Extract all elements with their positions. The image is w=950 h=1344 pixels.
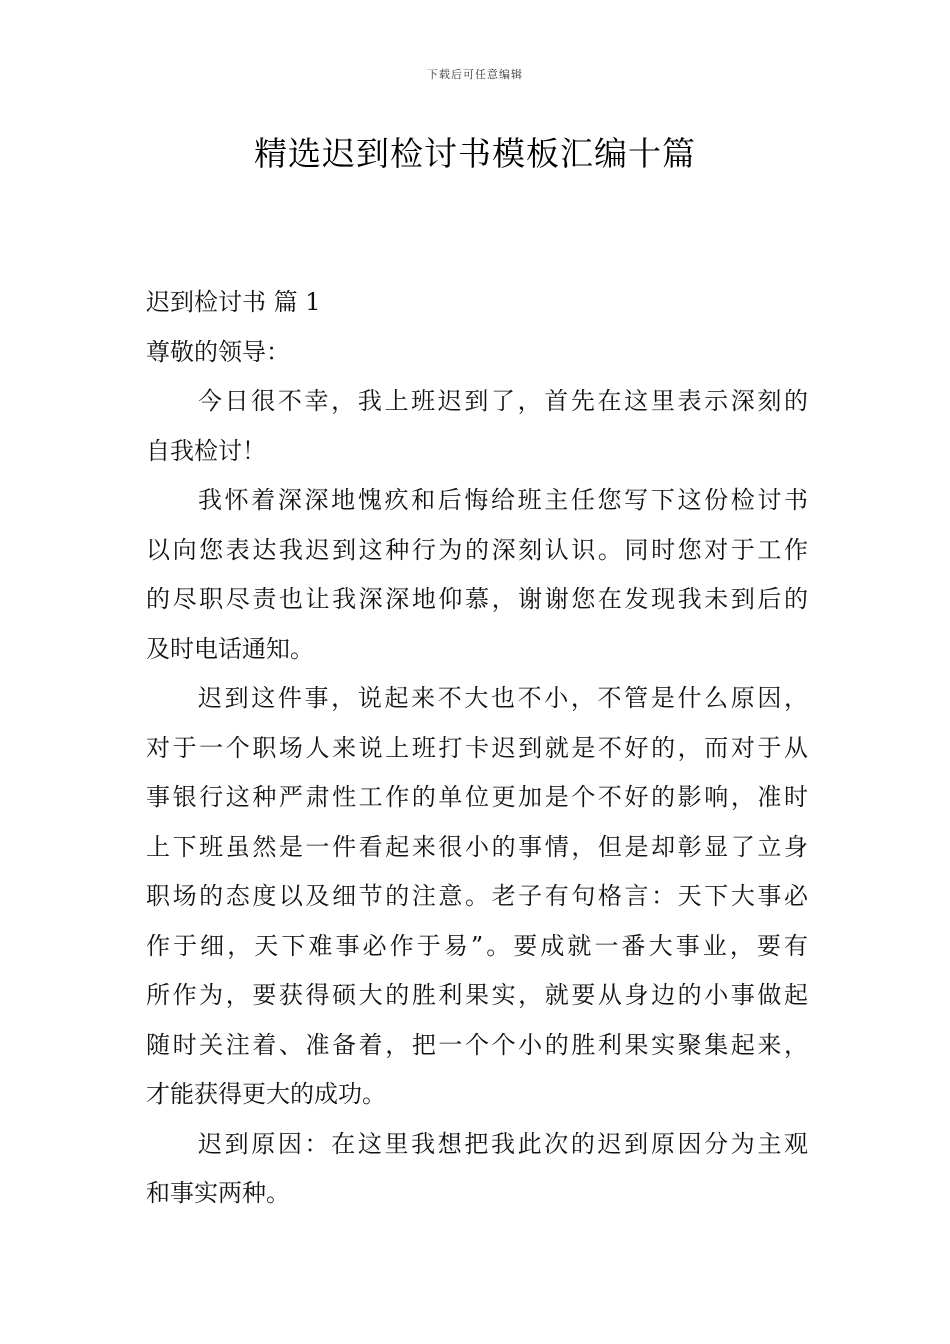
body-line: 对于一个职场人来说上班打卡迟到就是不好的，而对于从: [146, 733, 808, 762]
body-line: 和事实两种。: [146, 1179, 290, 1207]
body-line: 及时电话通知。: [146, 634, 314, 663]
body-line: 职场的态度以及细节的注意。老子有句格言：天下大事必: [146, 882, 808, 910]
body-line: 所作为，要获得硕大的胜利果实，就要从身边的小事做起: [146, 981, 808, 1009]
body-line: 上下班虽然是一件看起来很小的事情，但是却彰显了立身: [146, 832, 808, 861]
section-heading: 迟到检讨书 篇 1: [146, 288, 321, 316]
body-line: 事银行这种严肃性工作的单位更加是个不好的影响，准时: [146, 783, 808, 811]
body-line: 才能获得更大的成功。: [146, 1080, 386, 1108]
body-line: 迟到这件事，说起来不大也不小，不管是什么原因，: [198, 684, 808, 712]
header-note: 下载后可任意编辑: [427, 68, 523, 81]
body-line: 迟到原因：在这里我想把我此次的迟到原因分为主观: [198, 1129, 808, 1158]
body-line: 的尽职尽责也让我深深地仰慕，谢谢您在发现我未到后的: [146, 585, 808, 613]
document-title: 精选迟到检讨书模板汇编十篇: [254, 134, 696, 173]
body-line: 以向您表达我迟到这种行为的深刻认识。同时您对于工作: [146, 535, 808, 564]
body-line: 自我检讨！: [146, 436, 266, 465]
body-line: 我怀着深深地愧疚和后悔给班主任您写下这份检讨书: [198, 486, 808, 514]
document-body: [146, 278, 808, 1219]
body-line: 今日很不幸，我上班迟到了，首先在这里表示深刻的: [198, 387, 808, 415]
body-line: 随时关注着、准备着，把一个个小的胜利果实聚集起来，: [146, 1030, 808, 1059]
body-line: 作于细，天下难事必作于易”。要成就一番大事业，要有: [146, 931, 808, 960]
salutation: 尊敬的领导：: [146, 337, 290, 366]
